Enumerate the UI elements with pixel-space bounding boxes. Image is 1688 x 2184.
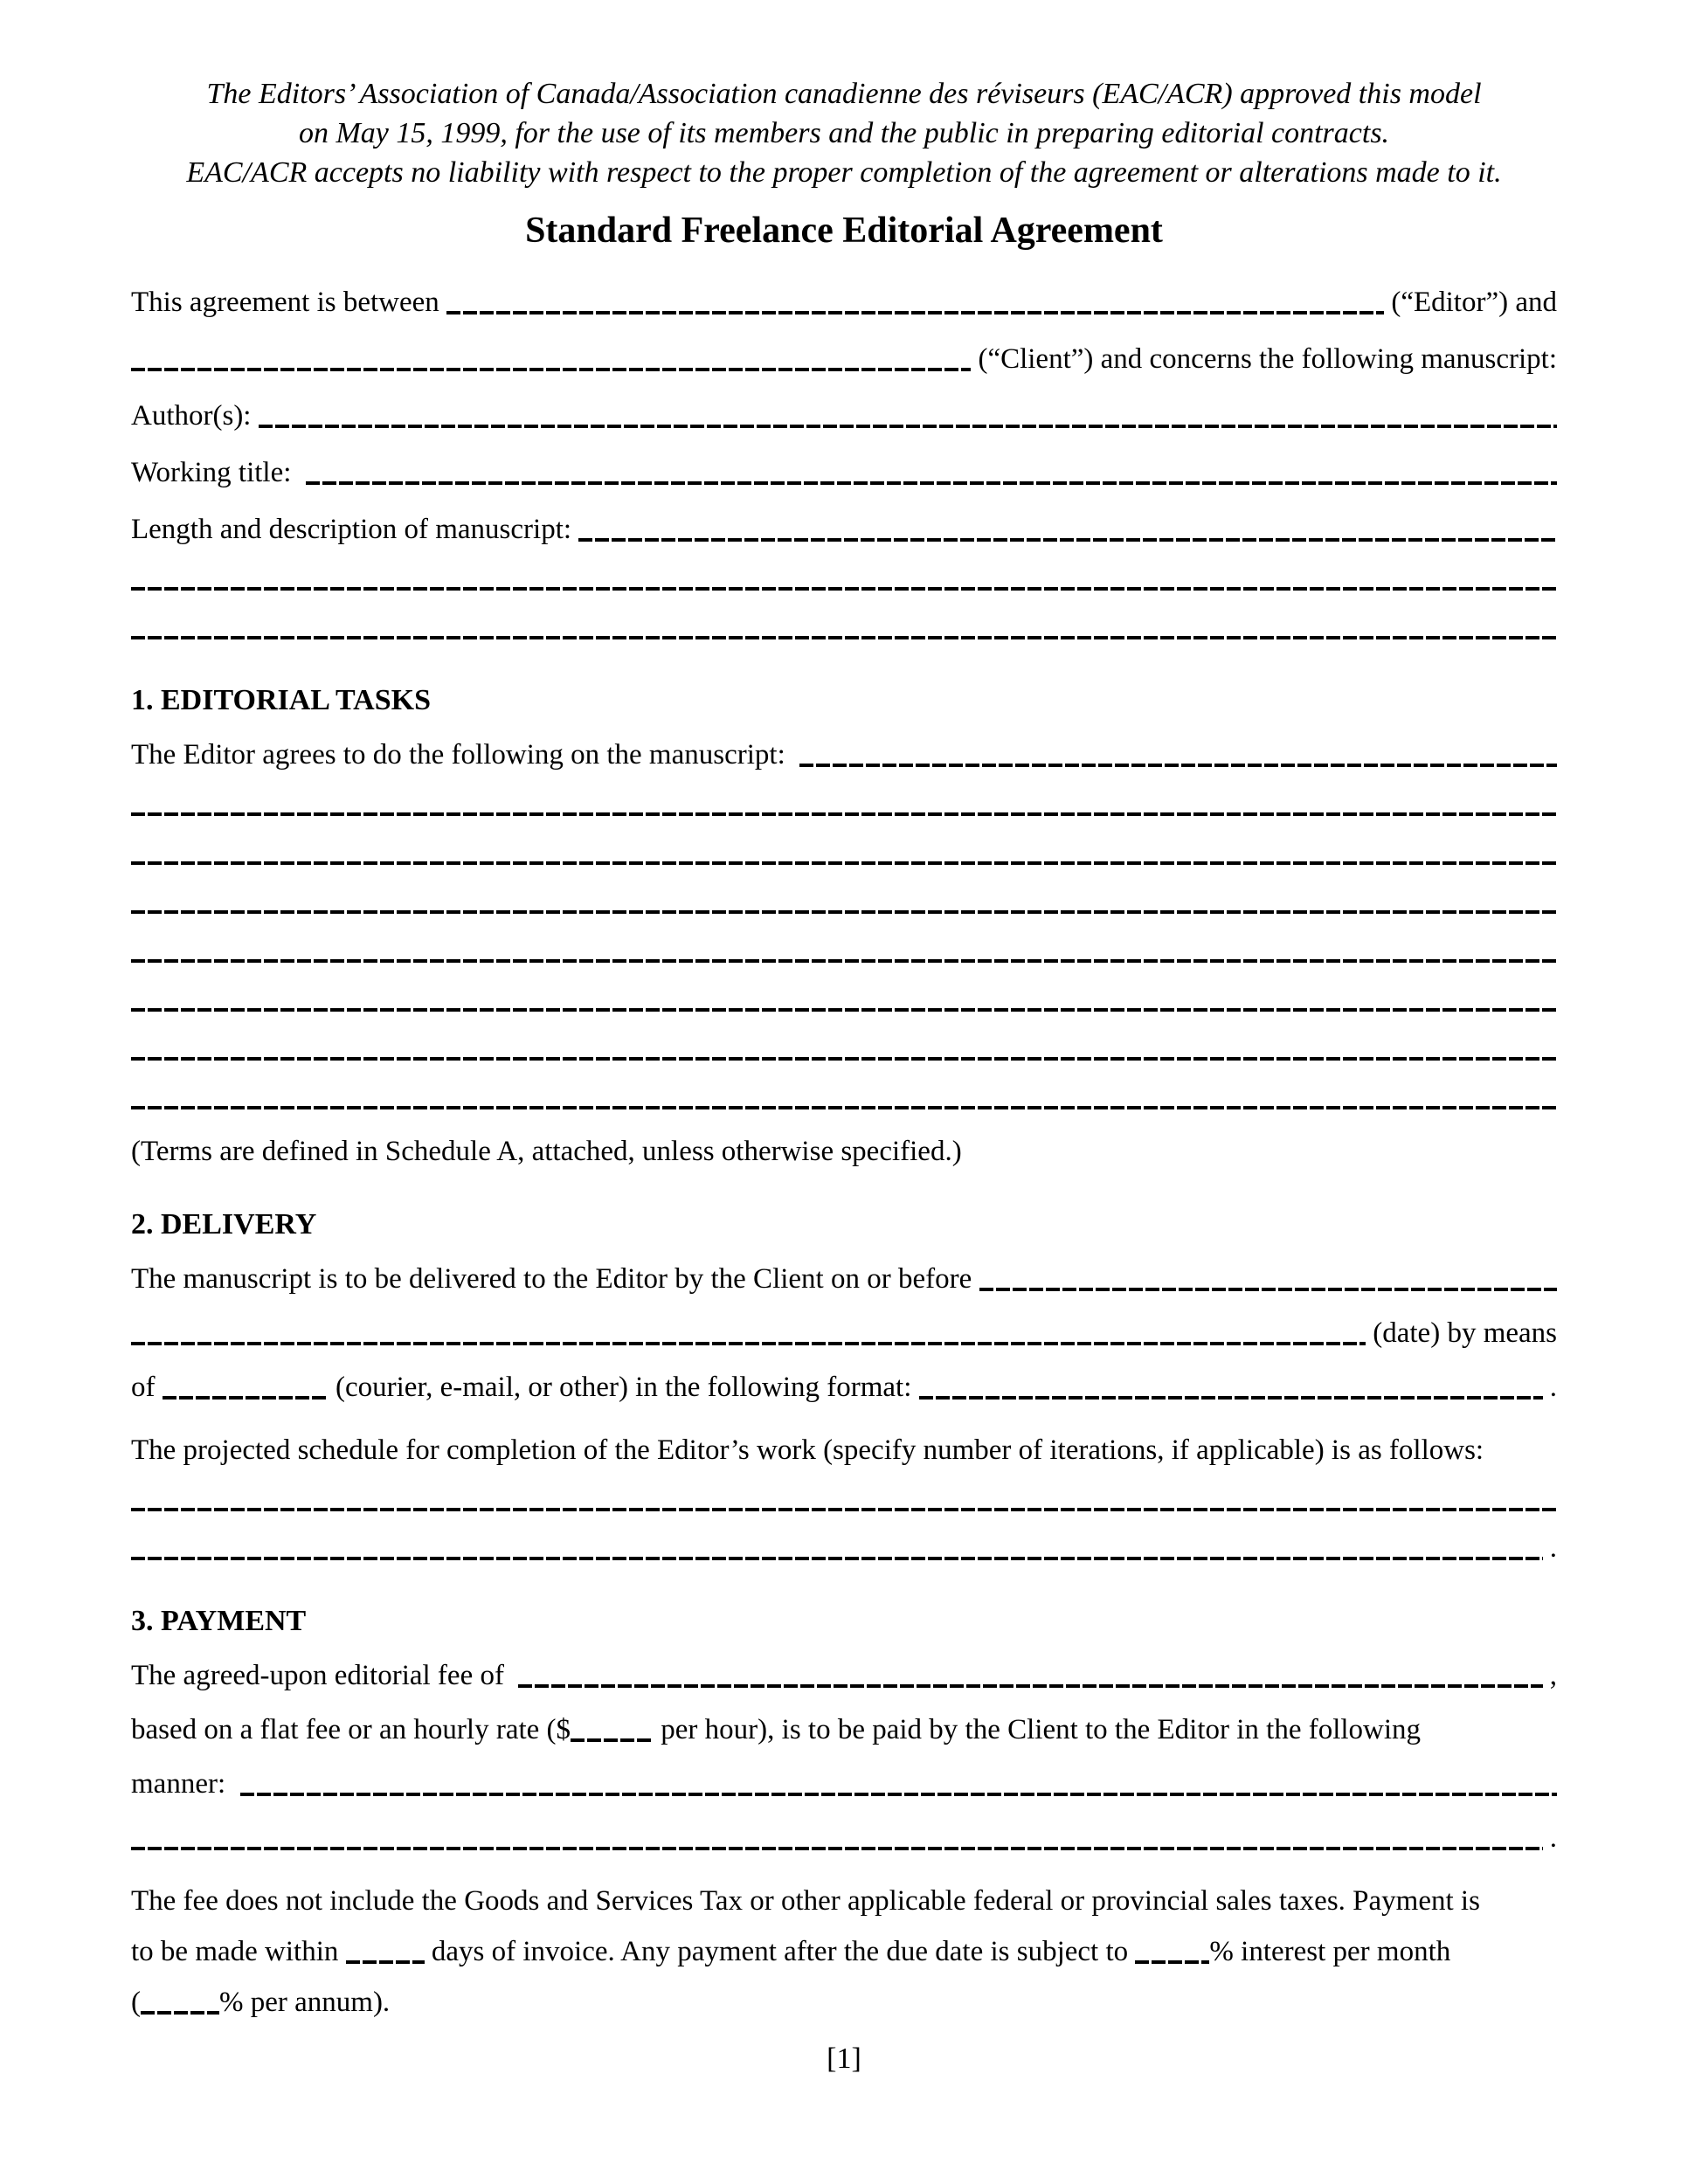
fill-in-blank (240, 1793, 1557, 1796)
of-label: of (131, 1372, 163, 1403)
client-label: (“Client”) and concerns the following manuscript: (971, 343, 1557, 375)
page-number: [1] (827, 2042, 861, 2075)
fee-line (131, 1638, 1557, 1692)
fill-in-blank (131, 1342, 1366, 1345)
document-title: Standard Freelance Editorial Agreement (525, 211, 1163, 251)
tax-note-line-1 (131, 1867, 1557, 1918)
fee-text: The agreed-upon editorial fee of (131, 1660, 519, 1691)
date-label: (date) by means (1366, 1317, 1557, 1349)
fill-in-blank (578, 538, 1557, 542)
fill-in-blank (131, 1508, 1557, 1511)
manuscript-length-label: Length and description of manuscript: (131, 514, 579, 545)
tax-text-3b: % per annum). (219, 1987, 391, 2018)
rate-text-pre: based on a flat fee or an hourly rate ($ (131, 1714, 571, 1745)
fill-in-blank (919, 1396, 1543, 1400)
courier-label: (courier, e-mail, or other) in the following format: (328, 1372, 919, 1403)
fill-in-blank (346, 1960, 425, 1964)
section-1-heading: 1. EDITORIAL TASKS (131, 684, 431, 716)
fill-in-blank (131, 861, 1557, 865)
rate-text-post: per hour), is to be paid by the Client to the Editor in the following (654, 1714, 1422, 1745)
delivery-date-line-1 (131, 1241, 1557, 1296)
fill-in-blank (131, 1057, 1557, 1061)
blank-line (131, 1016, 1557, 1065)
editor-label: (“Editor”) and (1384, 287, 1557, 318)
manuscript-length-line (131, 489, 1557, 546)
manner-line (131, 1746, 1557, 1800)
manner-continued-line (131, 1800, 1557, 1855)
fill-in-blank (131, 636, 1557, 639)
blank-line (131, 918, 1557, 967)
fill-in-blank (571, 1738, 654, 1742)
blank-line (131, 1467, 1557, 1516)
delivery-date-line-2 (131, 1296, 1557, 1350)
working-title-line (131, 432, 1557, 489)
fill-in-blank (131, 1847, 1543, 1850)
blank-line (131, 546, 1557, 595)
blank-line (131, 1516, 1557, 1565)
comma: , (1542, 1660, 1557, 1691)
fill-in-blank (141, 2011, 219, 2015)
delivery-text: The manuscript is to be delivered to the Editor by the Client on or before (131, 1263, 979, 1295)
tax-text-2c: % interest per month (1209, 1936, 1451, 1967)
fill-in-blank (131, 910, 1557, 914)
blank-line (131, 771, 1557, 820)
blank-line (131, 820, 1557, 869)
tax-text-2a: to be made within (131, 1936, 346, 1967)
terms-note: (Terms are defined in Schedule A, attached, unless otherwise specified.) (131, 1136, 962, 1167)
schedule-lead: The projected schedule for completion of the Editor’s work (specify number of iterations, if applicable) is as follows: (131, 1434, 1484, 1466)
parties-line-2 (131, 319, 1557, 376)
section-3-heading: 3. PAYMENT (131, 1605, 307, 1637)
authors-label: Author(s): (131, 400, 259, 432)
header-note-line: on May 15, 1999, for the use of its members and the public in preparing editorial contracts. (298, 117, 1390, 149)
authors-line (131, 376, 1557, 432)
parties-line-1 (131, 262, 1557, 319)
tax-text-3a: ( (131, 1987, 141, 2018)
fill-in-blank (131, 368, 971, 371)
fill-in-blank (131, 1008, 1557, 1012)
fill-in-blank (131, 959, 1557, 963)
header-note (131, 74, 1557, 192)
fill-in-blank (518, 1684, 1542, 1688)
blank-line (131, 1065, 1557, 1114)
header-note-line: EAC/ACR accepts no liability with respect to the proper completion of the agreement or alterations made to it. (186, 156, 1502, 189)
blank-line (131, 869, 1557, 918)
fill-in-blank (131, 1106, 1557, 1109)
editorial-tasks-lead-line (131, 717, 1557, 771)
parties-text: This agreement is between (131, 287, 447, 318)
fill-in-blank (306, 481, 1557, 485)
manner-label: manner: (131, 1768, 240, 1800)
period: . (1542, 1372, 1557, 1403)
fill-in-blank (446, 311, 1384, 314)
fill-in-blank (259, 425, 1557, 428)
fill-in-blank (163, 1396, 329, 1400)
period: . (1542, 1822, 1557, 1854)
fill-in-blank (1135, 1960, 1209, 1964)
section-2-heading: 2. DELIVERY (131, 1208, 317, 1241)
fill-in-blank (979, 1288, 1558, 1291)
fill-in-blank (131, 812, 1557, 816)
tax-text-2b: days of invoice. Any payment after the due date is subject to (424, 1936, 1136, 1967)
editorial-tasks-lead: The Editor agrees to do the following on the manuscript: (131, 739, 800, 771)
rate-line (131, 1692, 1557, 1746)
fill-in-blank (799, 764, 1557, 767)
period: . (1542, 1532, 1557, 1564)
terms-note-line (131, 1114, 1557, 1168)
header-note-line: The Editors’ Association of Canada/Association canadienne des réviseurs (EAC/ACR) approved this model (206, 78, 1482, 110)
fill-in-blank (131, 587, 1557, 591)
tax-note-line-3 (131, 1968, 1557, 2019)
delivery-format-line (131, 1350, 1557, 1404)
schedule-lead-line (131, 1413, 1557, 1467)
tax-note-line-2 (131, 1918, 1557, 1968)
blank-line (131, 967, 1557, 1016)
blank-line (131, 595, 1557, 644)
tax-text-1: The fee does not include the Goods and Services Tax or other applicable federal or provincial sales taxes. Payment is (131, 1885, 1480, 1917)
fill-in-blank (131, 1557, 1543, 1560)
working-title-label: Working title: (131, 457, 306, 488)
